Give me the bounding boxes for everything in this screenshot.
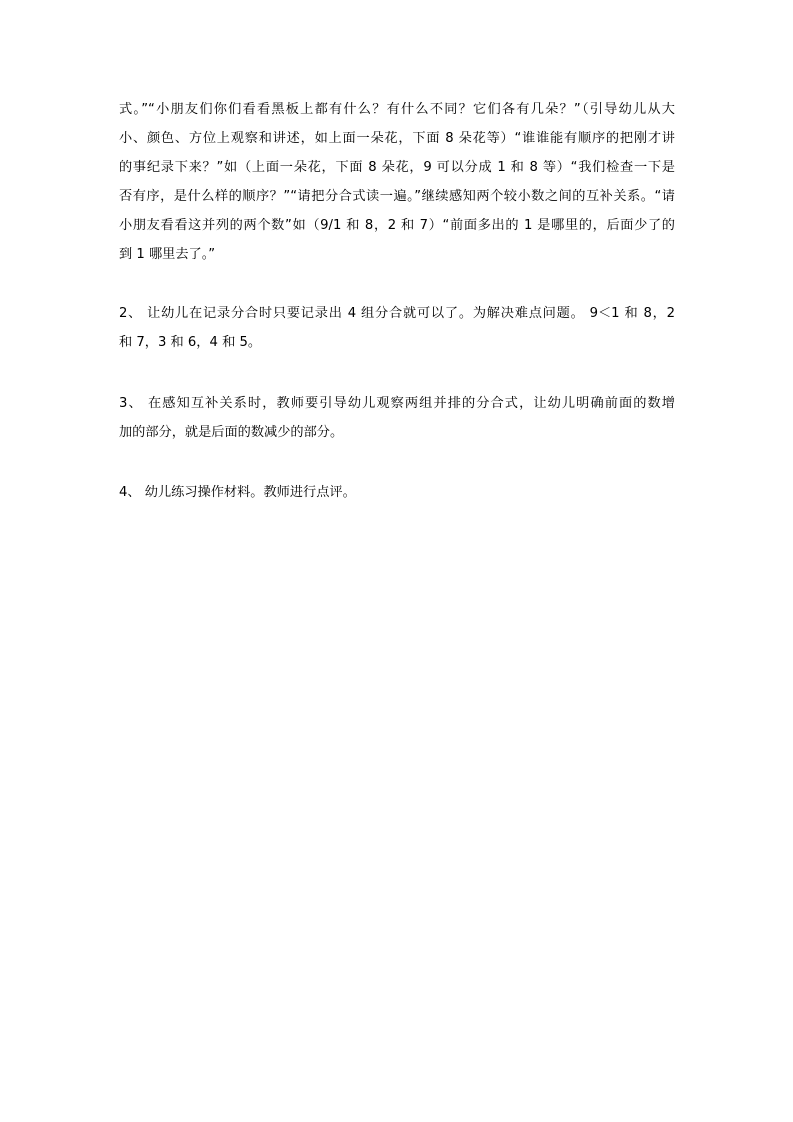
paragraph-continued-dialogue <box>119 95 675 269</box>
paragraph-item-3 <box>119 389 675 447</box>
text-line: 加的部分，就是后面的数减少的部分。 <box>119 425 344 440</box>
paragraph-item-4 <box>119 478 675 507</box>
text-line: 2、 让幼儿在记录分合时只要记录出 4 组分合就可以了。为解决难点问题。 9＜1 和 8，2 <box>119 306 675 321</box>
text-line: 式。”“小朋友们你们看看黑板上都有什么？有什么不同？它们各有几朵？”（引导幼儿从大 <box>119 102 675 117</box>
text-line: 和 7，3 和 6，4 和 5。 <box>119 335 262 350</box>
text-line: 小朋友看看这并列的两个数”如（9/1 和 8，2 和 7）“前面多出的 1 是哪里的，后面少了的 <box>119 218 675 233</box>
text-line: 4、 幼儿练习操作材料。教师进行点评。 <box>119 485 356 500</box>
text-line: 3、 在感知互补关系时，教师要引导幼儿观察两组并排的分合式，让幼儿明确前面的数增 <box>119 396 675 411</box>
text-line: 到 1 哪里去了。” <box>119 247 216 262</box>
text-line: 否有序，是什么样的顺序？”“请把分合式读一遍。”继续感知两个较小数之间的互补关系。“请 <box>119 189 675 204</box>
text-line: 小、颜色、方位上观察和讲述，如上面一朵花，下面 8 朵花等）“谁谁能有顺序的把刚才讲 <box>119 131 675 146</box>
text-line: 的事纪录下来？”如（上面一朵花，下面 8 朵花，9 可以分成 1 和 8 等）“我们检查一下是 <box>119 160 675 175</box>
paragraph-item-2 <box>119 299 675 357</box>
